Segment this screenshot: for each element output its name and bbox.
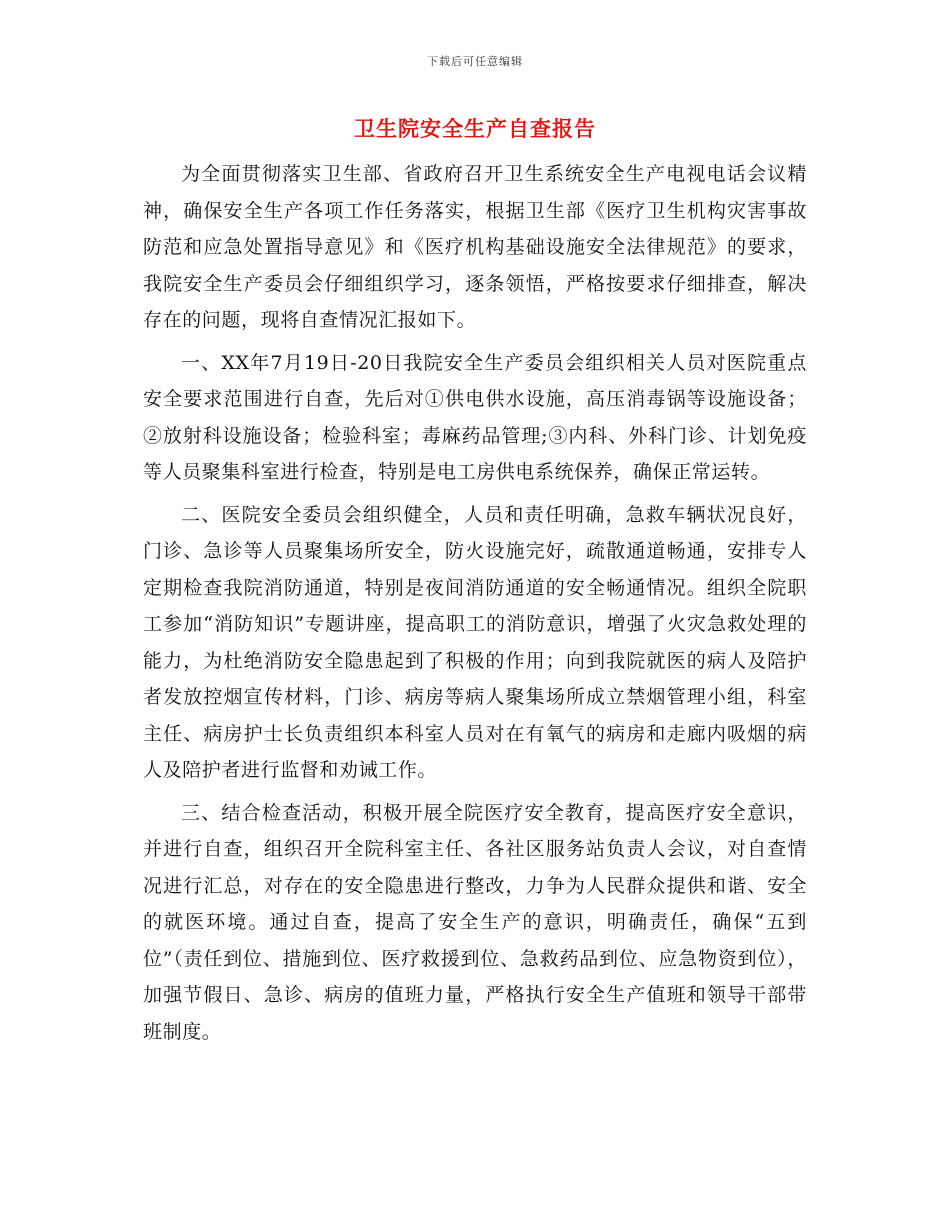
paragraph-section-1: 一、XX年7月19日-20日我院安全生产委员会组织相关人员对医院重点安全要求范围进行自查，先后对①供电供水设施，高压消毒锅等设施设备；②放射科设施设备；检验科室；毒麻药品管理;③内科、外科门诊、计划免疫等人员聚集科室进行检查，特别是电工房供电系统保养，确保正常运转。	[143, 351, 807, 483]
document-title: 卫生院安全生产自查报告	[354, 116, 596, 141]
paragraph-section-2: 二、医院安全委员会组织健全，人员和责任明确，急救车辆状况良好，门诊、急诊等人员聚集场所安全，防火设施完好，疏散通道畅通，安排专人定期检查我院消防通道，特别是夜间消防通道的安全畅通情况。组织全院职工参加“消防知识”专题讲座，提高职工的消防意识，增强了火灾急救处理的能力，为杜绝消防安全隐患起到了积极的作用；向到我院就医的病人及陪护者发放控烟宣传材料，门诊、病房等病人聚集场所成立禁烟管理小组，科室主任、病房护士长负责组织本科室人员对在有氧气的病房和走廊内吸烟的病人及陪护者进行监督和劝诫工作。	[143, 503, 807, 781]
paragraph-section-3: 三、结合检查活动，积极开展全院医疗安全教育，提高医疗安全意识，并进行自查，组织召开全院科室主任、各社区服务站负责人会议，对自查情况进行汇总，对存在的安全隐患进行整改，力争为人民群众提供和谐、安全的就医环境。通过自查，提高了安全生产的意识，明确责任，确保“五到位”（责任到位、措施到位、医疗救援到位、急救药品到位、应急物资到位），加强节假日、急诊、病房的值班力量，严格执行安全生产值班和领导干部带班制度。	[143, 801, 807, 1043]
header-note: 下载后可任意编辑	[427, 55, 523, 68]
paragraph-intro: 为全面贯彻落实卫生部、省政府召开卫生系统安全生产电视电话会议精神，确保安全生产各项工作任务落实，根据卫生部《医疗卫生机构灾害事故防范和应急处置指导意见》和《医疗机构基础设施安全法律规范》的要求，我院安全生产委员会仔细组织学习，逐条领悟，严格按要求仔细排查，解决存在的问题，现将自查情况汇报如下。	[143, 163, 807, 331]
document-body	[143, 156, 807, 1056]
